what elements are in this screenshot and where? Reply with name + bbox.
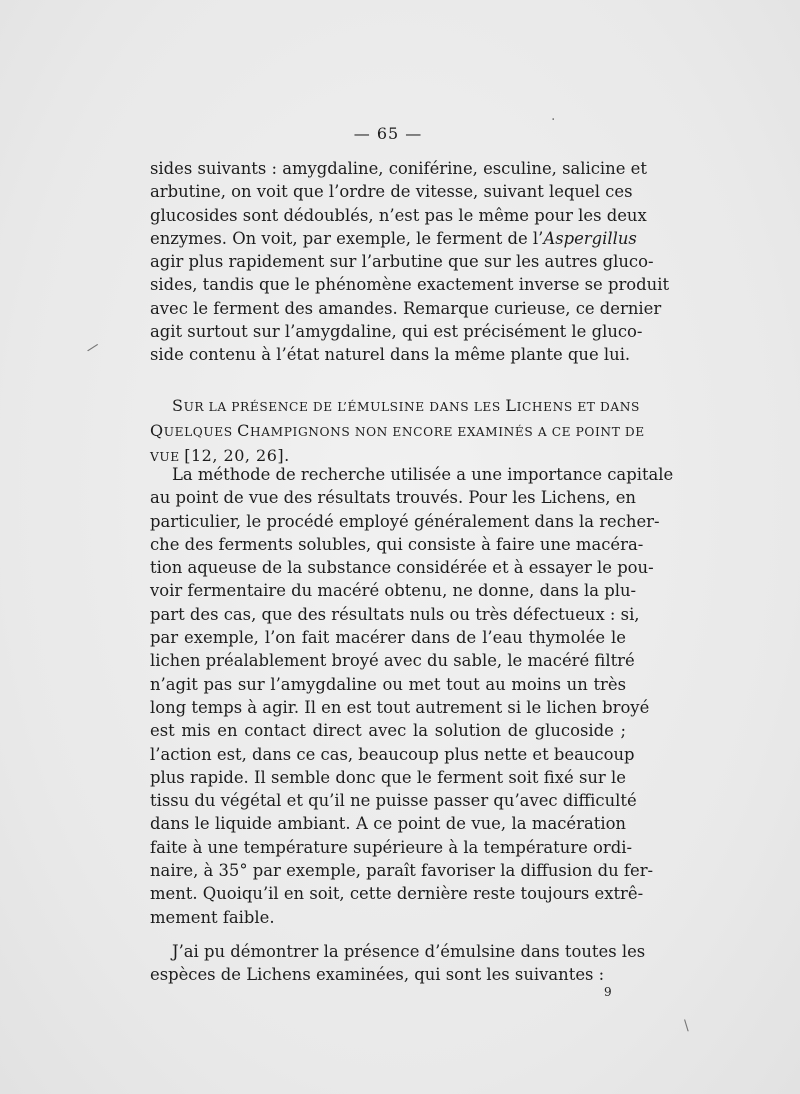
text-line: par exemple, l’on fait macérer dans de l’eau thymolée le (150, 628, 626, 648)
ink-speck: \ (684, 1018, 689, 1034)
text-line: dans le liquide ambiant. A ce point de vue, la macération (150, 814, 626, 834)
text-line: tissu du végétal et qu’il ne puisse passer qu’avec difficulté (150, 791, 637, 811)
page-number: — 65 — (353, 124, 423, 143)
text-line: che des ferments solubles, qui consiste à faire une macéra- (150, 534, 644, 554)
text-line: est mis en contact direct avec la solution de glucoside ; (150, 721, 626, 741)
text-line: glucosides sont dédoublés, n’est pas le même pour les deux (150, 205, 647, 225)
text-line: tion aqueuse de la substance considérée et à essayer le pou- (150, 558, 654, 578)
text-line: particulier, le procédé employé généralement dans la recher- (150, 511, 660, 531)
paragraph-lichens (150, 940, 646, 987)
text-line: l’action est, dans ce cas, beaucoup plus nette et beaucoup (150, 744, 635, 764)
text-line: side contenu à l’état naturel dans la même plante que lui. (150, 345, 631, 365)
text-line: agit surtout sur l’amygdaline, qui est précisément le gluco- (150, 322, 643, 342)
text-line: espèces de Lichens examinées, qui sont les suivantes : (150, 965, 605, 985)
heading-line-3: VUE [12, 20, 26]. (150, 446, 290, 465)
heading-line-1: SUR LA PRÉSENCE DE L’ÉMULSINE DANS LES LICHENS ET DANS (172, 396, 640, 415)
text-line: arbutine, on voit que l’ordre de vitesse, suivant lequel ces (150, 182, 633, 202)
italic-aspergillus: Aspergillus (543, 228, 637, 248)
ink-speck: · (551, 112, 556, 128)
section-heading (150, 394, 645, 469)
text-line-aspergillus: enzymes. On voit, par exemple, le ferment de l’Aspergillus (150, 228, 637, 248)
text-line: sides suivants : amygdaline, coniférine, esculine, salicine et (150, 159, 647, 178)
text-line: naire, à 35° par exemple, paraît favoriser la diffusion du fer- (150, 861, 654, 881)
text-line: part des cas, que des résultats nuls ou très défectueux : si, (150, 604, 640, 624)
text-line: agir plus rapidement sur l’arbutine que sur les autres gluco- (150, 252, 654, 272)
text-line: sides, tandis que le phénomène exactement inverse se produit (150, 275, 670, 295)
paragraph-glucosides (150, 157, 670, 367)
text-line: n’agit pas sur l’amygdaline ou met tout au moins un très (150, 674, 626, 694)
signature-mark: 9 (604, 985, 612, 999)
text-line: mement faible. (150, 907, 275, 927)
text-line: J’ai pu démontrer la présence d’émulsine dans toutes les (172, 942, 646, 961)
text-line: long temps à agir. Il en est tout autrement si le lichen broyé (150, 697, 650, 717)
heading-line-2: QUELQUES CHAMPIGNONS NON ENCORE EXAMINÉS A CE POINT DE (150, 421, 645, 440)
text-line: ment. Quoiqu’il en soit, cette dernière reste toujours extrê- (150, 884, 644, 904)
reference-list: [12, 20, 26]. (184, 446, 290, 465)
paper-mark: / (85, 340, 100, 356)
paragraph-method (150, 463, 674, 929)
text-line: au point de vue des résultats trouvés. Pour les Lichens, en (150, 488, 636, 508)
text-line: La méthode de recherche utilisée a une importance capitale (172, 465, 674, 484)
text-line: voir fermentaire du macéré obtenu, ne donne, dans la plu- (150, 581, 637, 601)
text-line: lichen préalablement broyé avec du sable, le macéré filtré (150, 651, 635, 671)
text-line: plus rapide. Il semble donc que le ferment soit fixé sur le (150, 767, 626, 787)
text-line: avec le ferment des amandes. Remarque curieuse, ce dernier (150, 298, 662, 318)
text-line: faite à une température supérieure à la température ordi- (150, 837, 633, 857)
